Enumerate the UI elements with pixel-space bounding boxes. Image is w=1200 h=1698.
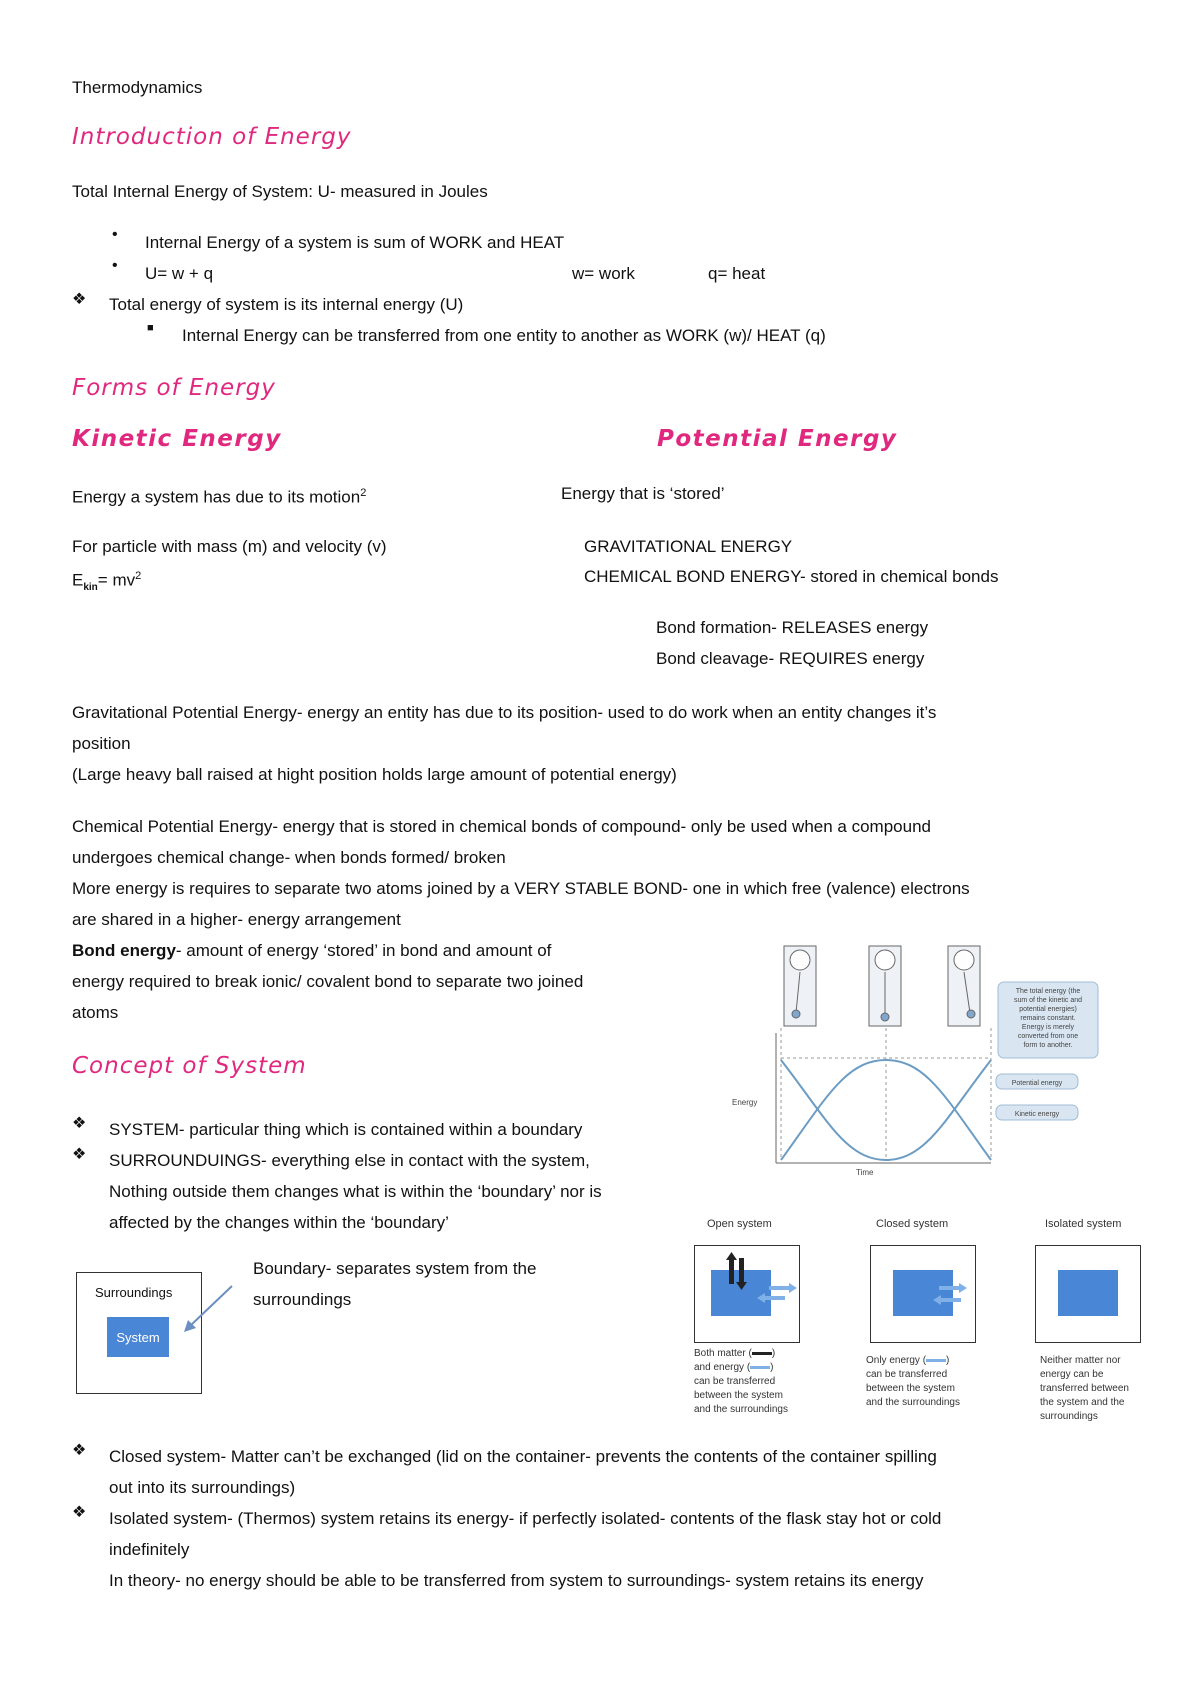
- intro-w-definition: w= work: [572, 264, 635, 283]
- bond-energy-line-2: energy required to break ionic/ covalent bond to separate two joined: [72, 972, 584, 991]
- open-system-caption: Both matter ( ) and energy ( ) can be transferred between the system and the surroundings: [694, 1348, 788, 1415]
- callout-line-6: converted from one: [1017, 1033, 1079, 1040]
- energy-arrow-icon: [926, 1359, 946, 1362]
- chem-para-line-4: are shared in a higher- energy arrangement: [72, 910, 401, 929]
- isolated-system-caption: Neither matter nor energy can be transferred between the system and the surroundings: [1040, 1355, 1129, 1422]
- kinetic-line-2: For particle with mass (m) and velocity (v): [72, 537, 387, 556]
- y-axis-label: Energy: [732, 1098, 758, 1107]
- callout-line-2: sum of the kinetic and: [1013, 997, 1083, 1004]
- pendulum-clock-right: [948, 946, 980, 1026]
- diamond-bullet-icon: ❖: [72, 1504, 87, 1521]
- heading-kinetic-energy: Kinetic Energy: [72, 426, 282, 452]
- callout-line-4: remains constant.: [1020, 1015, 1076, 1022]
- surroundings-line-3: affected by the changes within the ‘boundary’: [109, 1213, 449, 1232]
- system-definition: SYSTEM- particular thing which is contained within a boundary: [109, 1120, 583, 1139]
- bond-energy-line-1: Bond energy- amount of energy ‘stored’ in bond and amount of: [72, 941, 552, 960]
- closed-system-energy-arrows: [931, 1282, 975, 1312]
- grav-para-line-3: (Large heavy ball raised at hight position holds large amount of potential energy): [72, 765, 677, 784]
- x-axis-label: Time: [856, 1168, 874, 1177]
- potential-line-4: Bond formation- RELEASES energy: [656, 618, 929, 637]
- isolated-system-box: [1035, 1245, 1141, 1343]
- isolated-system-title: Isolated system: [1045, 1218, 1122, 1230]
- diamond-bullet-icon: ❖: [72, 1442, 87, 1459]
- boundary-line-2: surroundings: [253, 1290, 352, 1309]
- bullet-icon: •: [112, 226, 118, 243]
- pendulum-clock-left: [784, 946, 816, 1026]
- intro-equation: U= w + q: [145, 264, 214, 283]
- kinetic-formula: $E_{kin}= mv^2$: [72, 570, 142, 594]
- open-system-box: [694, 1245, 800, 1343]
- callout-line-7: form to another.: [1023, 1042, 1073, 1049]
- intro-bullet-1: Internal Energy of a system is sum of WORK and HEAT: [145, 233, 565, 252]
- energy-arrow-icon: [750, 1366, 770, 1369]
- systems-comparison-figure: [690, 1215, 1170, 1425]
- isolated-system-note-1: Isolated system- (Thermos) system retains its energy- if perfectly isolated- contents of the flask stay hot or cold: [109, 1509, 942, 1528]
- closed-system-box: [870, 1245, 976, 1343]
- chem-para-line-2: undergoes chemical change- when bonds formed/ broken: [72, 848, 506, 867]
- closed-system-title: Closed system: [876, 1218, 949, 1230]
- potential-line-5: Bond cleavage- REQUIRES energy: [656, 649, 925, 668]
- surroundings-label: Surroundings: [95, 1285, 173, 1300]
- potential-line-3: CHEMICAL BOND ENERGY- stored in chemical bonds: [584, 567, 999, 586]
- bullet-icon: •: [112, 257, 118, 274]
- potential-line-1: Energy that is ‘stored’: [561, 484, 725, 503]
- diamond-bullet-icon: ❖: [72, 1115, 87, 1132]
- system-box: System: [107, 1317, 169, 1357]
- intro-diamond-1: Total energy of system is its internal energy (U): [109, 295, 464, 314]
- intro-q-definition: q= heat: [708, 264, 766, 283]
- diamond-bullet-icon: ❖: [72, 291, 87, 308]
- page-title: Thermodynamics: [72, 78, 203, 97]
- potential-line-2: GRAVITATIONAL ENERGY: [584, 537, 793, 556]
- heading-introduction: Introduction of Energy: [72, 124, 352, 150]
- closed-system-note-2: out into its surroundings): [109, 1478, 296, 1497]
- pendulum-clock-middle: [869, 946, 901, 1026]
- isolated-system-note-3: In theory- no energy should be able to be transferred from system to surroundings- system retains its energy: [109, 1571, 924, 1590]
- closed-system-caption: Only energy ( ) can be transferred between the system and the surroundings: [866, 1355, 960, 1408]
- closed-system-note-1: Closed system- Matter can’t be exchanged (lid on the container- prevents the contents of the container spilling: [109, 1447, 937, 1466]
- callout-line-3: potential energies): [1019, 1006, 1077, 1013]
- open-system-arrows: [725, 1252, 803, 1318]
- surroundings-definition: SURROUNDUINGS- everything else in contact with the system,: [109, 1151, 590, 1170]
- intro-square-1: Internal Energy can be transferred from one entity to another as WORK (w)/ HEAT (q): [182, 326, 826, 345]
- pendulum-energy-figure: [726, 938, 1106, 1178]
- isolated-system-note-2: indefinitely: [109, 1540, 190, 1559]
- surroundings-line-2: Nothing outside them changes what is within the ‘boundary’ nor is: [109, 1182, 602, 1201]
- matter-arrow-icon: [752, 1352, 772, 1355]
- grav-para-line-1: Gravitational Potential Energy- energy an entity has due to its position- used to do work when an entity changes it’s: [72, 703, 937, 722]
- diamond-bullet-icon: ❖: [72, 1146, 87, 1163]
- isolated-system-block: [1058, 1270, 1118, 1316]
- callout-line-5: Energy is merely: [1021, 1024, 1075, 1031]
- boundary-arrow: [180, 1282, 236, 1342]
- heading-potential-energy: Potential Energy: [657, 426, 898, 452]
- chem-para-line-3: More energy is requires to separate two atoms joined by a VERY STABLE BOND- one in which free (valence) electrons: [72, 879, 970, 898]
- boundary-line-1: Boundary- separates system from the: [253, 1259, 537, 1278]
- bond-energy-line-3: atoms: [72, 1003, 119, 1022]
- grav-para-line-2: position: [72, 734, 131, 753]
- kinetic-energy-label: Kinetic energy: [1014, 1111, 1060, 1118]
- heading-concept-of-system: Concept of System: [72, 1053, 307, 1079]
- intro-line: Total Internal Energy of System: U- measured in Joules: [72, 182, 488, 201]
- potential-energy-label: Potential energy: [1011, 1080, 1063, 1087]
- callout-line-1: The total energy (the: [1015, 988, 1081, 995]
- open-system-title: Open system: [707, 1218, 772, 1230]
- heading-forms-of-energy: Forms of Energy: [72, 375, 276, 401]
- kinetic-line-1: Energy a system has due to its motion$^2$: [72, 487, 367, 507]
- chem-para-line-1: Chemical Potential Energy- energy that is stored in chemical bonds of compound- only be used when a compound: [72, 817, 931, 836]
- square-bullet-icon: ■: [147, 322, 154, 334]
